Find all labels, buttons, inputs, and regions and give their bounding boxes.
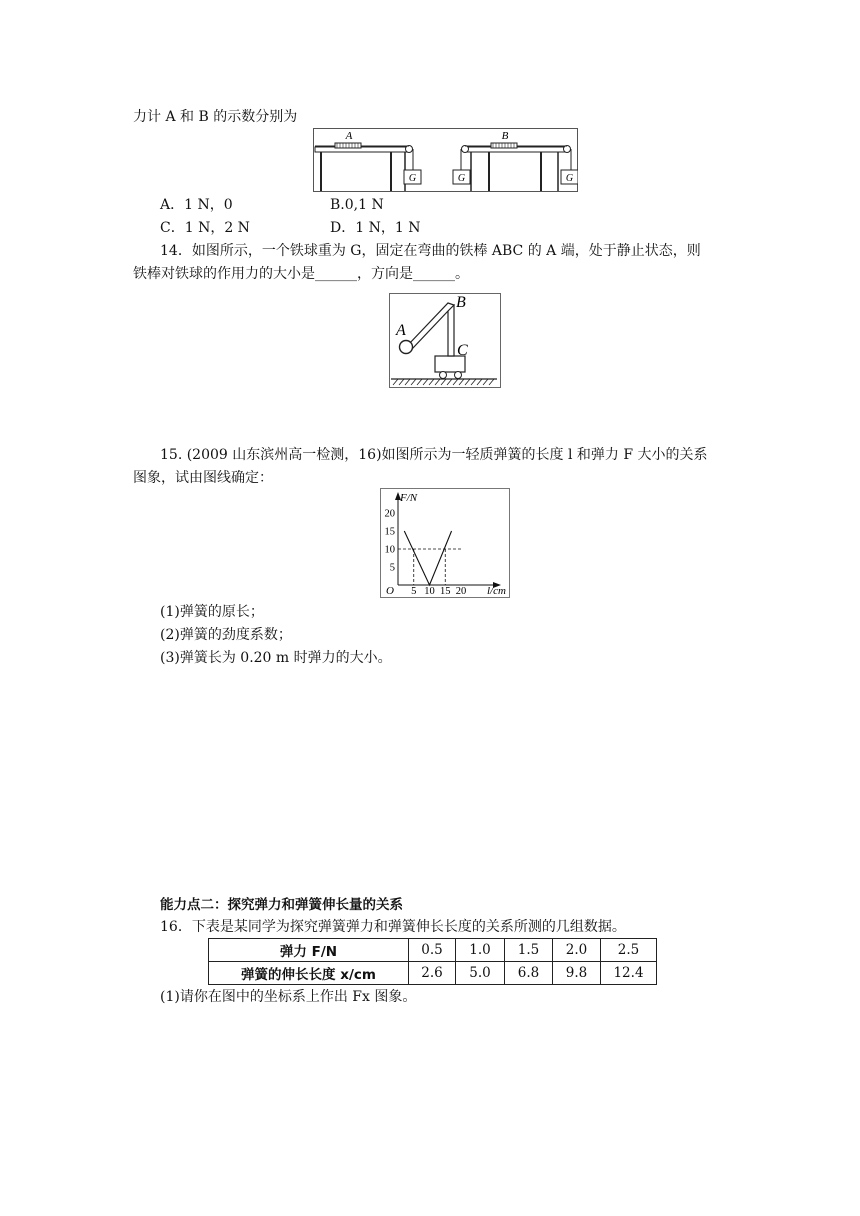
table-cell: 2.6	[409, 962, 456, 985]
row2-label: 弹簧的伸长长度 x/cm	[209, 962, 409, 985]
scale-b-label: B	[501, 130, 509, 142]
table-cell: 1.0	[456, 939, 505, 962]
q13-option-c: C．1 N，2 N	[160, 220, 250, 236]
scale-a-label: A	[345, 130, 353, 142]
table-cell: 12.4	[601, 962, 657, 985]
q14-line1: 14．如图所示，一个铁球重为 G，固定在弯曲的铁棒 ABC 的 A 端，处于静止状态，则	[160, 243, 701, 259]
q13-option-b: B.0,1 N	[330, 197, 384, 213]
table-cell: 5.0	[456, 962, 505, 985]
y-axis-label: F/N	[400, 492, 418, 504]
x-tick-label: 5	[411, 586, 417, 597]
q15-line1: 15. (2009 山东滨州高一检测，16)如图所示为一轻质弹簧的长度 l 和弹力 F 大小的关系	[160, 447, 708, 463]
q13-option-a: A．1 N，0	[160, 197, 233, 213]
x-tick-label: 20	[455, 586, 467, 597]
q15-sub1: (1)弹簧的原长；	[160, 604, 264, 620]
spring-force-length-chart	[380, 488, 510, 598]
table-cell: 2.0	[553, 939, 601, 962]
iron-rod-figure	[389, 293, 501, 388]
q16-intro: 16．下表是某同学为探究弹簧弹力和弹簧伸长长度的关系所测的几组数据。	[160, 919, 626, 935]
table-cell: 1.5	[505, 939, 553, 962]
section2-heading: 能力点二：探究弹力和弹簧伸长量的关系	[160, 897, 403, 913]
y-tick-label: 10	[384, 544, 395, 556]
y-tick-label: 20	[384, 508, 395, 520]
weight-g-label-1: G	[408, 173, 417, 184]
row1-label: 弹力 F/N	[209, 939, 409, 962]
table-row	[209, 962, 657, 985]
label-b: B	[456, 294, 466, 311]
table-cell: 6.8	[505, 962, 553, 985]
label-c: C	[457, 342, 468, 359]
q13-option-d: D．1 N，1 N	[330, 220, 421, 236]
table-cell: 9.8	[553, 962, 601, 985]
table-cell: 0.5	[409, 939, 456, 962]
q13-intro: 力计 A 和 B 的示数分别为	[133, 109, 298, 125]
q15-sub3: (3)弹簧长为 0.20 m 时弹力的大小。	[160, 650, 392, 666]
table-cell: 2.5	[601, 939, 657, 962]
spring-data-table	[208, 938, 657, 985]
x-tick-label: 15	[440, 586, 451, 597]
x-axis-label: l/cm	[487, 585, 506, 597]
table-row	[209, 939, 657, 962]
y-tick-label: 15	[384, 526, 395, 538]
weight-g-label-2: G	[457, 173, 466, 184]
q15-line2: 图象，试由图线确定：	[133, 470, 273, 486]
q14-line2: 铁棒对铁球的作用力的大小是______，方向是______。	[133, 266, 469, 282]
y-tick-label: 5	[389, 562, 395, 574]
label-a: A	[396, 322, 406, 339]
x-tick-label: 10	[424, 586, 435, 597]
weight-g-label-3: G	[565, 173, 574, 184]
spring-scale-figure	[313, 128, 578, 192]
origin-label: O	[386, 585, 394, 597]
q15-sub2: (2)弹簧的劲度系数；	[160, 627, 292, 643]
q16-sub1: (1)请你在图中的坐标系上作出 Fx 图象。	[160, 989, 417, 1005]
